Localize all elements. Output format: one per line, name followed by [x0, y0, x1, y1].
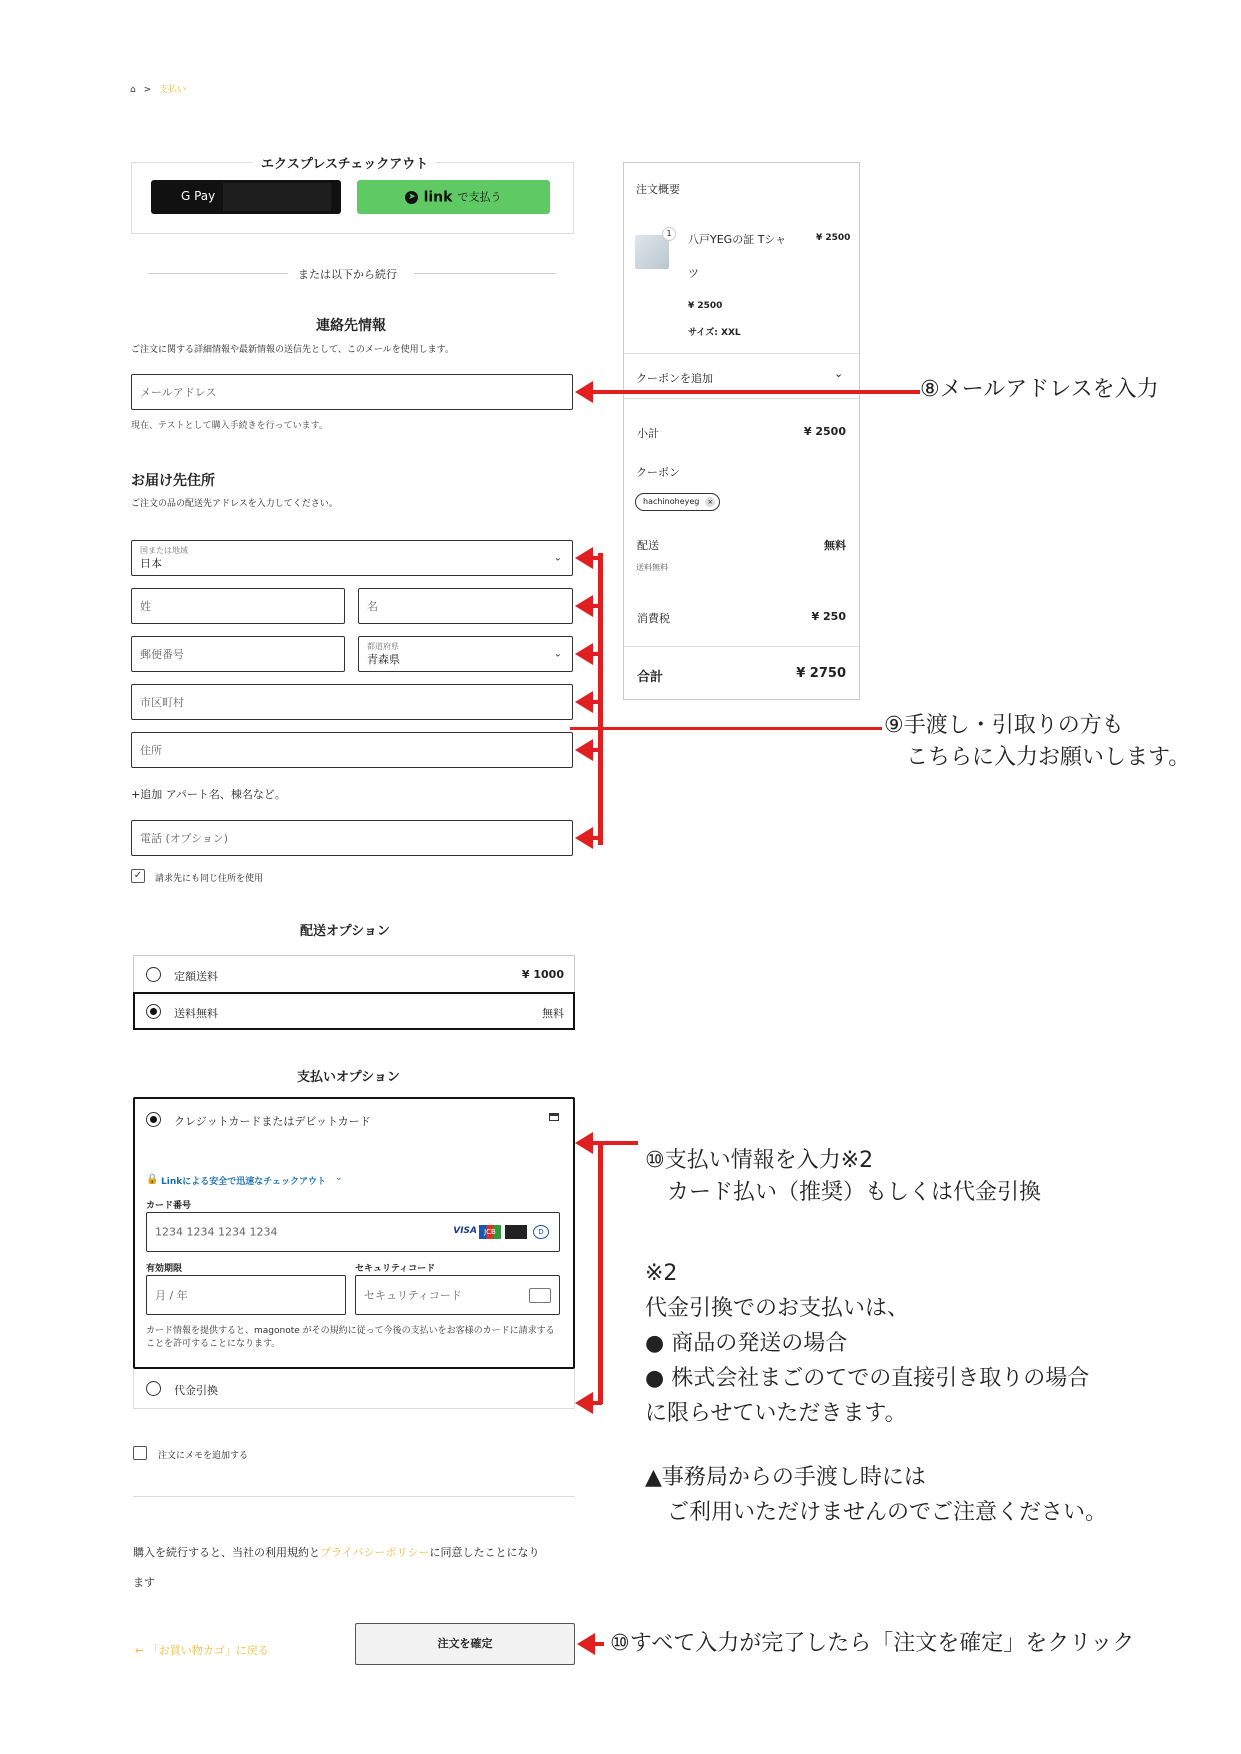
contact-title: 連絡先情報: [316, 318, 386, 334]
arrow-confirm-line: [592, 1642, 604, 1646]
summary-divider: [624, 646, 859, 647]
breadcrumb-current[interactable]: 支払い: [159, 85, 187, 95]
radio-flat-rate[interactable]: [146, 967, 161, 982]
coupon-code: hachinoheyeg: [643, 497, 700, 506]
shipping-option-free[interactable]: [133, 992, 575, 1030]
total-value: ¥ 2750: [796, 666, 846, 681]
shipping-label: 配送: [637, 539, 659, 552]
gpay-label: G Pay: [181, 189, 216, 203]
prefecture-label: 都道府県: [367, 642, 399, 651]
product-name-line2: ツ: [688, 267, 699, 280]
chevron-down-icon: ⌄: [553, 552, 562, 564]
breadcrumb: [130, 82, 186, 95]
tax-row: [637, 610, 846, 626]
lock-icon: 🔒: [146, 1174, 159, 1185]
annotation-handover: ▲事務局からの手渡し時には ご利用いただけませんのでご注意ください。: [645, 1465, 1108, 1525]
free-shipping-label: 送料無料: [174, 1007, 218, 1020]
cvc-label: セキュリティコード: [355, 1264, 436, 1274]
free-shipping-price: 無料: [542, 1007, 564, 1020]
annotation-address: ⑨手渡し・引取りの方も こちらに入力お願いします。: [884, 713, 1191, 770]
tax-label: 消費税: [637, 612, 670, 625]
tax-value: ¥ 250: [811, 610, 846, 623]
flat-rate-price: ¥ 1000: [521, 968, 564, 981]
order-summary-panel: [623, 162, 860, 700]
back-to-cart-link[interactable]: ← 「お買い物カゴ」に戻る: [135, 1644, 269, 1657]
shipping-row: [637, 537, 846, 553]
coupon-add-toggle[interactable]: クーポンを追加: [636, 372, 713, 385]
diners-icon: D: [533, 1225, 549, 1239]
arrow-cod-line: [590, 1401, 602, 1405]
chevron-down-icon: ⌄: [553, 648, 562, 660]
country-select[interactable]: [131, 540, 573, 576]
divider-right: [414, 273, 556, 274]
shipping-option-flat[interactable]: [133, 955, 575, 992]
terms-line2: ます: [133, 1576, 155, 1589]
card-number-label: カード番号: [146, 1201, 192, 1211]
country-label: 国または地域: [140, 546, 188, 555]
radio-free-shipping[interactable]: [146, 1004, 161, 1019]
annotation-email: ⑧メールアドレスを入力: [920, 377, 1159, 402]
mastercard-icon: MC: [505, 1225, 527, 1239]
cvc-input[interactable]: [355, 1275, 560, 1315]
card-consent-text: カード情報を提供すると、magonote がその規約に従って今後の支払いをお客様のカードに請求することを許可することになります。: [146, 1326, 555, 1349]
chevron-down-icon: ⌄: [834, 367, 844, 380]
breadcrumb-separator: >: [143, 85, 152, 95]
summary-title: 注文概要: [636, 183, 680, 196]
link-secure-text[interactable]: Linkによる安全で迅速なチェックアウト: [161, 1177, 326, 1187]
coupon-code-chip[interactable]: [635, 493, 720, 511]
memo-label: 注文にメモを追加する: [158, 1451, 249, 1461]
expiry-input[interactable]: [146, 1275, 346, 1315]
payment-title: 支払いオプション: [297, 1070, 400, 1085]
product-size: サイズ: XXL: [688, 328, 741, 338]
flat-rate-label: 定額送料: [174, 970, 218, 983]
subtotal-value: ¥ 2500: [803, 425, 846, 438]
shipping-sub: 送料無料: [636, 563, 668, 572]
card-icon: [549, 1113, 559, 1121]
product-thumbnail: [635, 235, 669, 269]
link-label: link: [423, 189, 453, 206]
card-number-input[interactable]: [146, 1212, 560, 1252]
link-logo-icon: ➤: [405, 191, 418, 204]
memo-divider: [133, 1496, 575, 1497]
arrow-card-line: [590, 1141, 638, 1145]
gpay-button[interactable]: [151, 180, 341, 214]
radio-cod[interactable]: [146, 1381, 161, 1396]
summary-divider: [624, 398, 859, 399]
postal-code-placeholder: 郵便番号: [140, 648, 184, 661]
street-input[interactable]: [131, 732, 573, 768]
arrow-phone-line: [590, 836, 602, 840]
arrow-email-line: [590, 390, 920, 394]
test-note: 現在、テストとして購入手続きを行っています。: [131, 421, 328, 431]
payment-card-panel[interactable]: [133, 1097, 575, 1369]
product-price-right: ¥ 2500: [816, 233, 851, 243]
first-name-placeholder: 名: [367, 600, 378, 613]
gpay-card-preview: [223, 183, 331, 211]
product-name: 八戸YEGの証 Tシャ: [688, 233, 787, 246]
cvc-card-icon: [529, 1288, 551, 1303]
memo-checkbox[interactable]: [133, 1446, 147, 1460]
prefecture-select[interactable]: [358, 636, 573, 672]
total-label: 合計: [637, 670, 664, 685]
subtotal-row: [637, 425, 846, 441]
privacy-policy-link[interactable]: プライバシーポリシー: [320, 1546, 430, 1559]
prefecture-value: 青森県: [367, 653, 400, 666]
address-title: お届け先住所: [131, 473, 215, 489]
jcb-icon: JCB: [479, 1225, 501, 1239]
close-icon[interactable]: ×: [705, 497, 715, 507]
radio-card[interactable]: [146, 1112, 161, 1127]
last-name-input[interactable]: [131, 588, 345, 624]
terms-after: に同意したことになり: [429, 1546, 540, 1559]
subtotal-label: 小計: [637, 427, 659, 440]
phone-input[interactable]: [131, 820, 573, 856]
add-apartment-link[interactable]: +追加 アパート名、棟名など。: [131, 788, 286, 801]
last-name-placeholder: 姓: [140, 600, 151, 613]
email-input[interactable]: [131, 374, 573, 410]
cod-label: 代金引換: [174, 1384, 218, 1397]
visa-icon: VISA: [453, 1226, 477, 1236]
email-placeholder: メールアドレス: [140, 386, 217, 399]
annotation-cod-note: ※2 代金引換でのお支払いは、 ● 商品の発送の場合 ● 株式会社まごのてでの直接引き取りの場合 に限らせていただきます。: [645, 1261, 1090, 1426]
cvc-placeholder: セキュリティコード: [364, 1289, 462, 1302]
link-suffix: で支払う: [457, 190, 502, 204]
expiry-placeholder: 月 / 年: [155, 1289, 188, 1302]
address-connector-line: [570, 727, 882, 730]
city-placeholder: 市区町村: [140, 696, 184, 709]
divider-left: [148, 273, 288, 274]
arrow-postal-line: [590, 652, 602, 656]
card-option-label: クレジットカードまたはデビットカード: [174, 1115, 371, 1128]
bracket-payment-line: [598, 1143, 603, 1404]
summary-divider: [624, 353, 859, 354]
address-description: ご注文の品の配送先アドレスを入力してください。: [131, 499, 338, 509]
terms-before: 購入を続行すると、当社の利用規約と: [133, 1546, 320, 1559]
chevron-down-icon: ⌄: [335, 1173, 343, 1183]
arrow-city-line: [590, 700, 602, 704]
annotation-confirm: ⑩すべて入力が完了したら「注文を確定」をクリック: [610, 1631, 1135, 1656]
same-billing-checkbox[interactable]: ✓: [131, 869, 145, 883]
product-price: ¥ 2500: [688, 301, 723, 311]
expiry-label: 有効期限: [146, 1264, 183, 1274]
city-input[interactable]: [131, 684, 573, 720]
card-number-placeholder: 1234 1234 1234 1234: [155, 1225, 278, 1239]
street-placeholder: 住所: [140, 744, 162, 757]
shipping-title: 配送オプション: [300, 924, 390, 939]
arrow-country-line: [590, 556, 602, 560]
phone-placeholder: 電話 (オプション): [140, 832, 229, 845]
confirm-order-button[interactable]: 注文を確定: [355, 1623, 575, 1665]
arrow-name-line: [590, 604, 602, 608]
home-icon[interactable]: ⌂: [130, 85, 136, 95]
contact-description: ご注文に関する詳細情報や最新情報の送信先として、このメールを使用します。: [131, 345, 454, 355]
divider-text: または以下から続行: [298, 268, 397, 281]
same-billing-label: 請求先にも同じ住所を使用: [155, 874, 264, 884]
terms-text: [133, 1538, 578, 1598]
arrow-street-line: [590, 748, 602, 752]
first-name-input[interactable]: [358, 588, 573, 624]
bracket-address-line: [598, 553, 603, 845]
payment-cod-option[interactable]: [133, 1369, 575, 1409]
country-value: 日本: [140, 557, 162, 570]
total-row: [637, 666, 846, 685]
link-pay-button[interactable]: [357, 180, 550, 214]
qty-badge: 1: [662, 227, 676, 241]
shipping-value: 無料: [824, 539, 846, 552]
express-checkout-title: エクスプレスチェックアウト: [253, 153, 436, 172]
annotation-payment: ⑩支払い情報を入力※2 カード払い（推奨）もしくは代金引換: [645, 1148, 1042, 1205]
coupon-label: クーポン: [636, 466, 680, 479]
postal-code-input[interactable]: [131, 636, 345, 672]
